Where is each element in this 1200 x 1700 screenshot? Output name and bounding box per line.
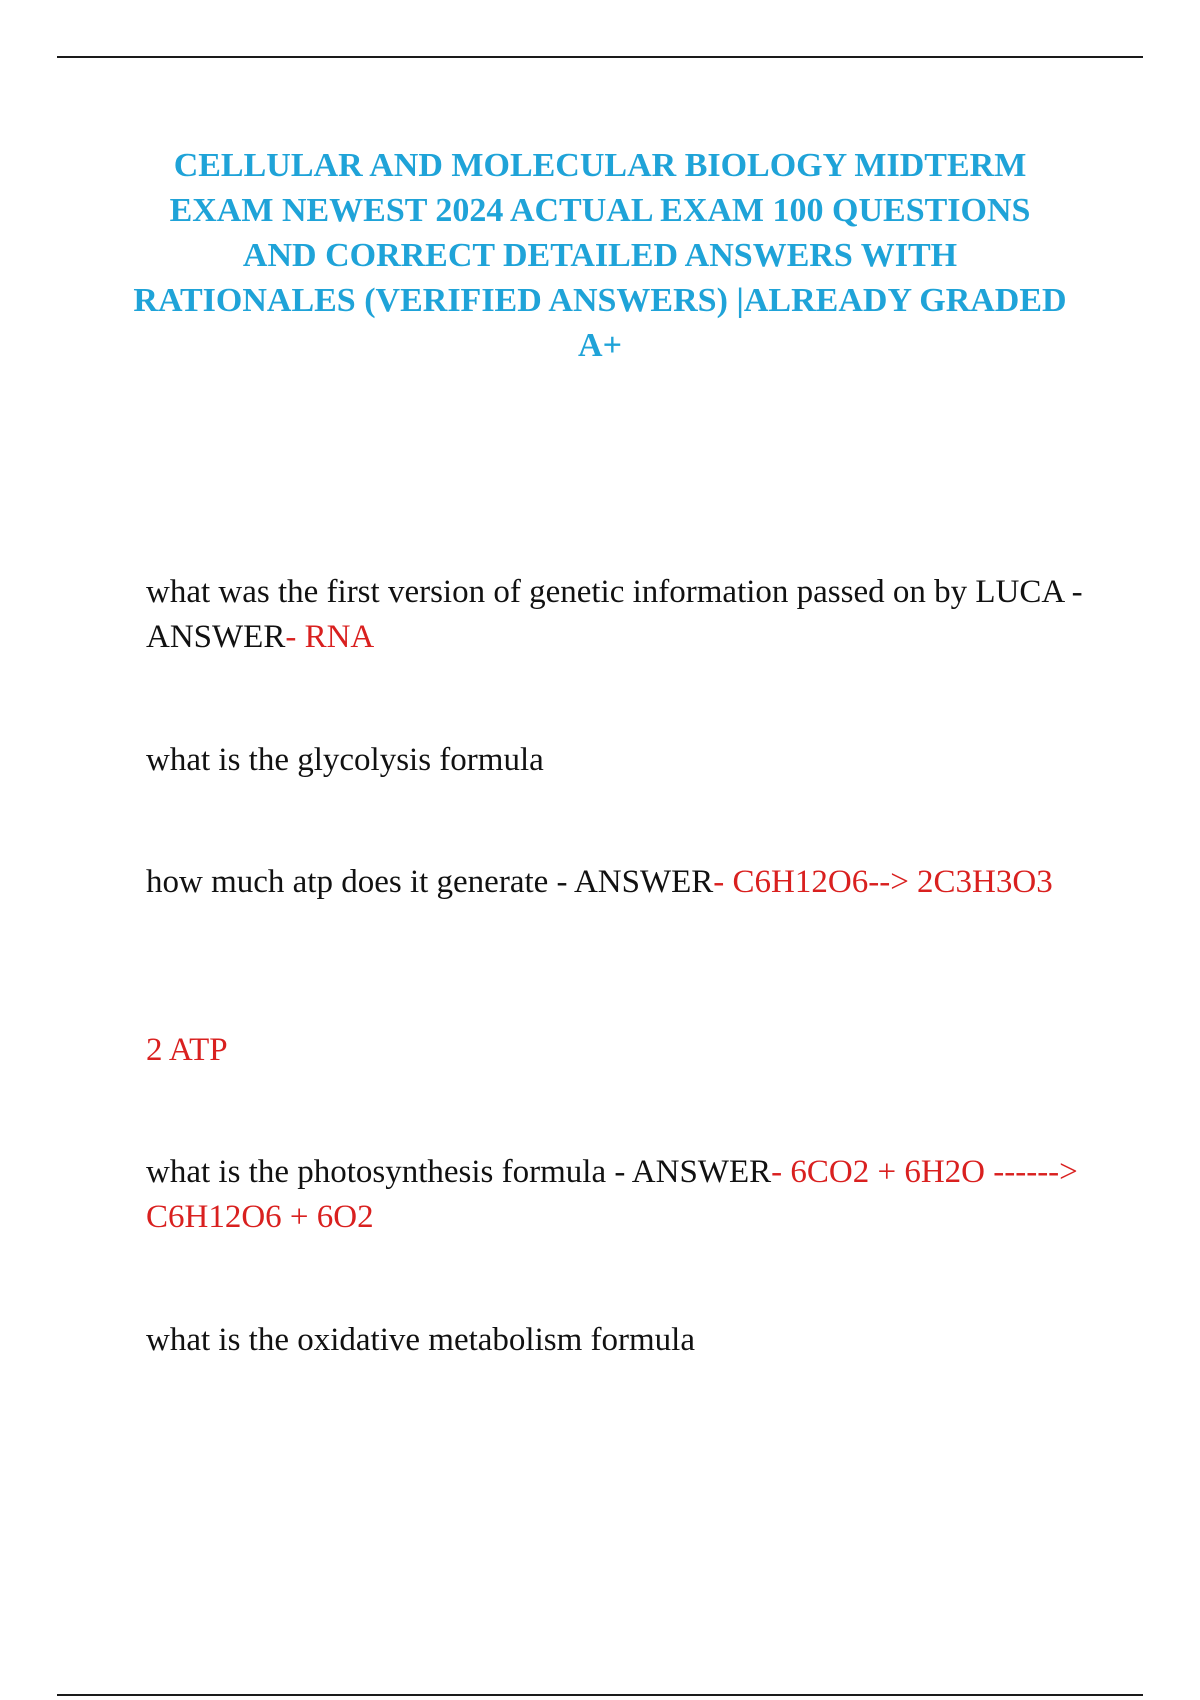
top-rule: [57, 56, 1143, 58]
qa-item-4: [146, 1028, 1086, 1073]
qa-item-6: [146, 1318, 1086, 1363]
qa-item-2: [146, 738, 1086, 783]
answer-text: - 6CO2 + 6H2O ------> C6H12O6 + 6O2: [146, 1154, 1078, 1235]
bottom-rule: [57, 1694, 1143, 1696]
qa-item-5: [146, 1150, 1086, 1240]
document-title: CELLULAR AND MOLECULAR BIOLOGY MIDTERM EXAM NEWEST 2024 ACTUAL EXAM 100 QUESTIONS AND CORRECT DETAILED ANSWERS WITH RATIONALES (VERIFIED ANSWERS) |ALREADY GRADED A+: [133, 147, 1067, 364]
answer-text: - RNA: [285, 619, 375, 655]
question-text: what is the photosynthesis formula - ANSWER: [146, 1154, 772, 1190]
qa-item-1: [146, 570, 1086, 660]
answer-text: - C6H12O6--> 2C3H3O3: [713, 864, 1053, 900]
question-text: what is the oxidative metabolism formula: [146, 1322, 695, 1358]
question-text: how much atp does it generate - ANSWER: [146, 864, 714, 900]
qa-item-3: [146, 860, 1086, 905]
question-text: what is the glycolysis formula: [146, 742, 544, 778]
question-text: what was the first version of genetic information passed on by LUCA - ANSWER: [146, 574, 1083, 655]
answer-text: 2 ATP: [146, 1032, 228, 1068]
